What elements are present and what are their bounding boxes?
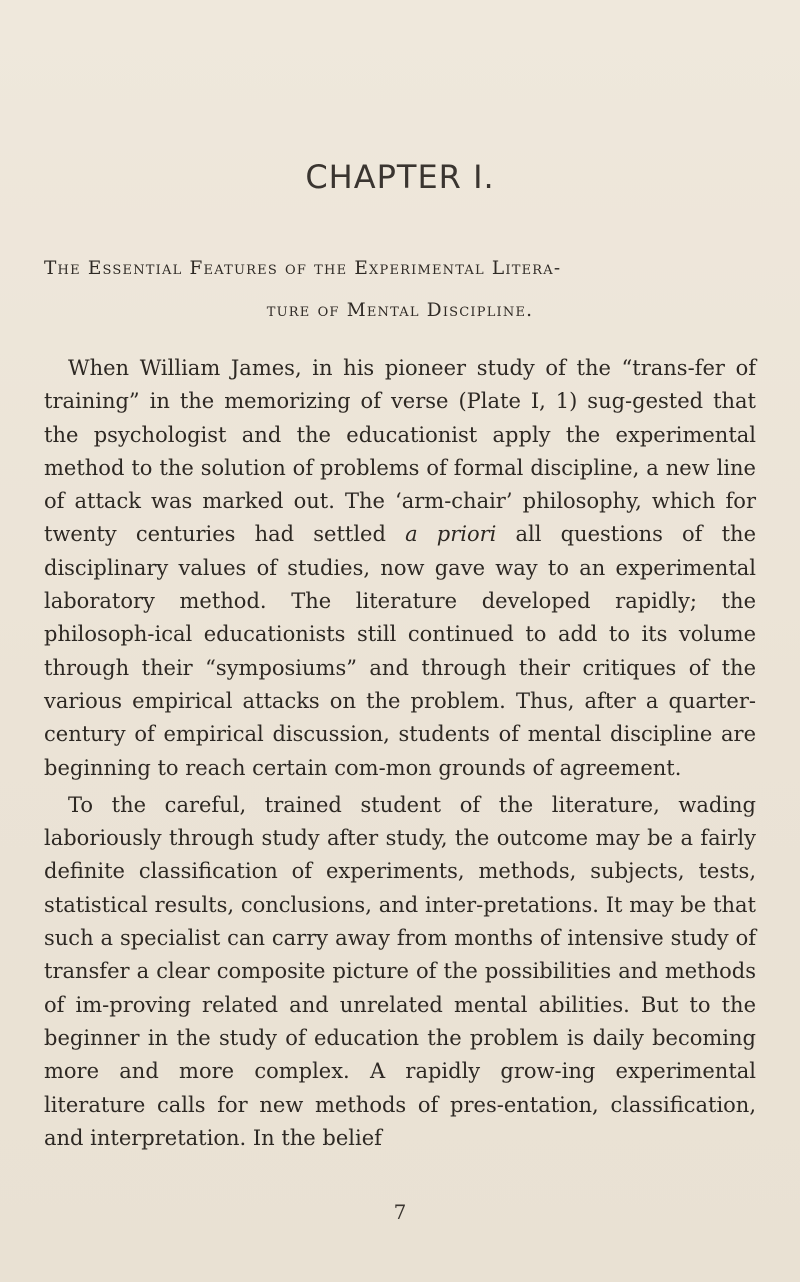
section-title-line-2: ture of Mental Discipline.: [266, 300, 534, 321]
section-title-line-1: The Essential Features of the Experimental Litera-: [44, 258, 562, 279]
latin-phrase: a priori: [405, 522, 497, 547]
chapter-heading: CHAPTER I.: [305, 158, 495, 196]
paragraph-1: When William James, in his pioneer study of the “trans-fer of training” in the memorizing of verse (Plate I, 1) sug-gested that the psychologist and the educationist apply the experimental method to the solution of problems of formal discipline, a new line of attack was marked out. The ‘arm-chair’ philosophy, which for twenty centuries had settled a priori all questions of the disciplinary values of studies, now gave way to an experimental laboratory method. The literature developed rapidly; the philosoph-ical educationists still continued to add to its volume through their “symposiums” and through their critiques of the various empirical attacks on the problem. Thus, after a quarter-century of empirical discussion, students of mental discipline are beginning to reach certain com-mon grounds of agreement.: [44, 356, 757, 780]
page-number: 7: [393, 1200, 407, 1224]
paragraph-2: To the careful, trained student of the literature, wading laboriously through study after study, the outcome may be a fairly definite classification of experiments, methods, subjects, tests, statistical results, conclusions, and inter-pretations. It may be that such a specialist can carry away from months of intensive study of transfer a clear composite picture of the possibilities and methods of im-proving related and unrelated mental abilities. But to the beginner in the study of education the problem is daily becoming more and more complex. A rapidly grow-ing experimental literature calls for new methods of pres-entation, classification, and interpretation. In the belief: [44, 792, 756, 1150]
section-title: [44, 248, 756, 332]
body-text: [44, 352, 756, 1155]
